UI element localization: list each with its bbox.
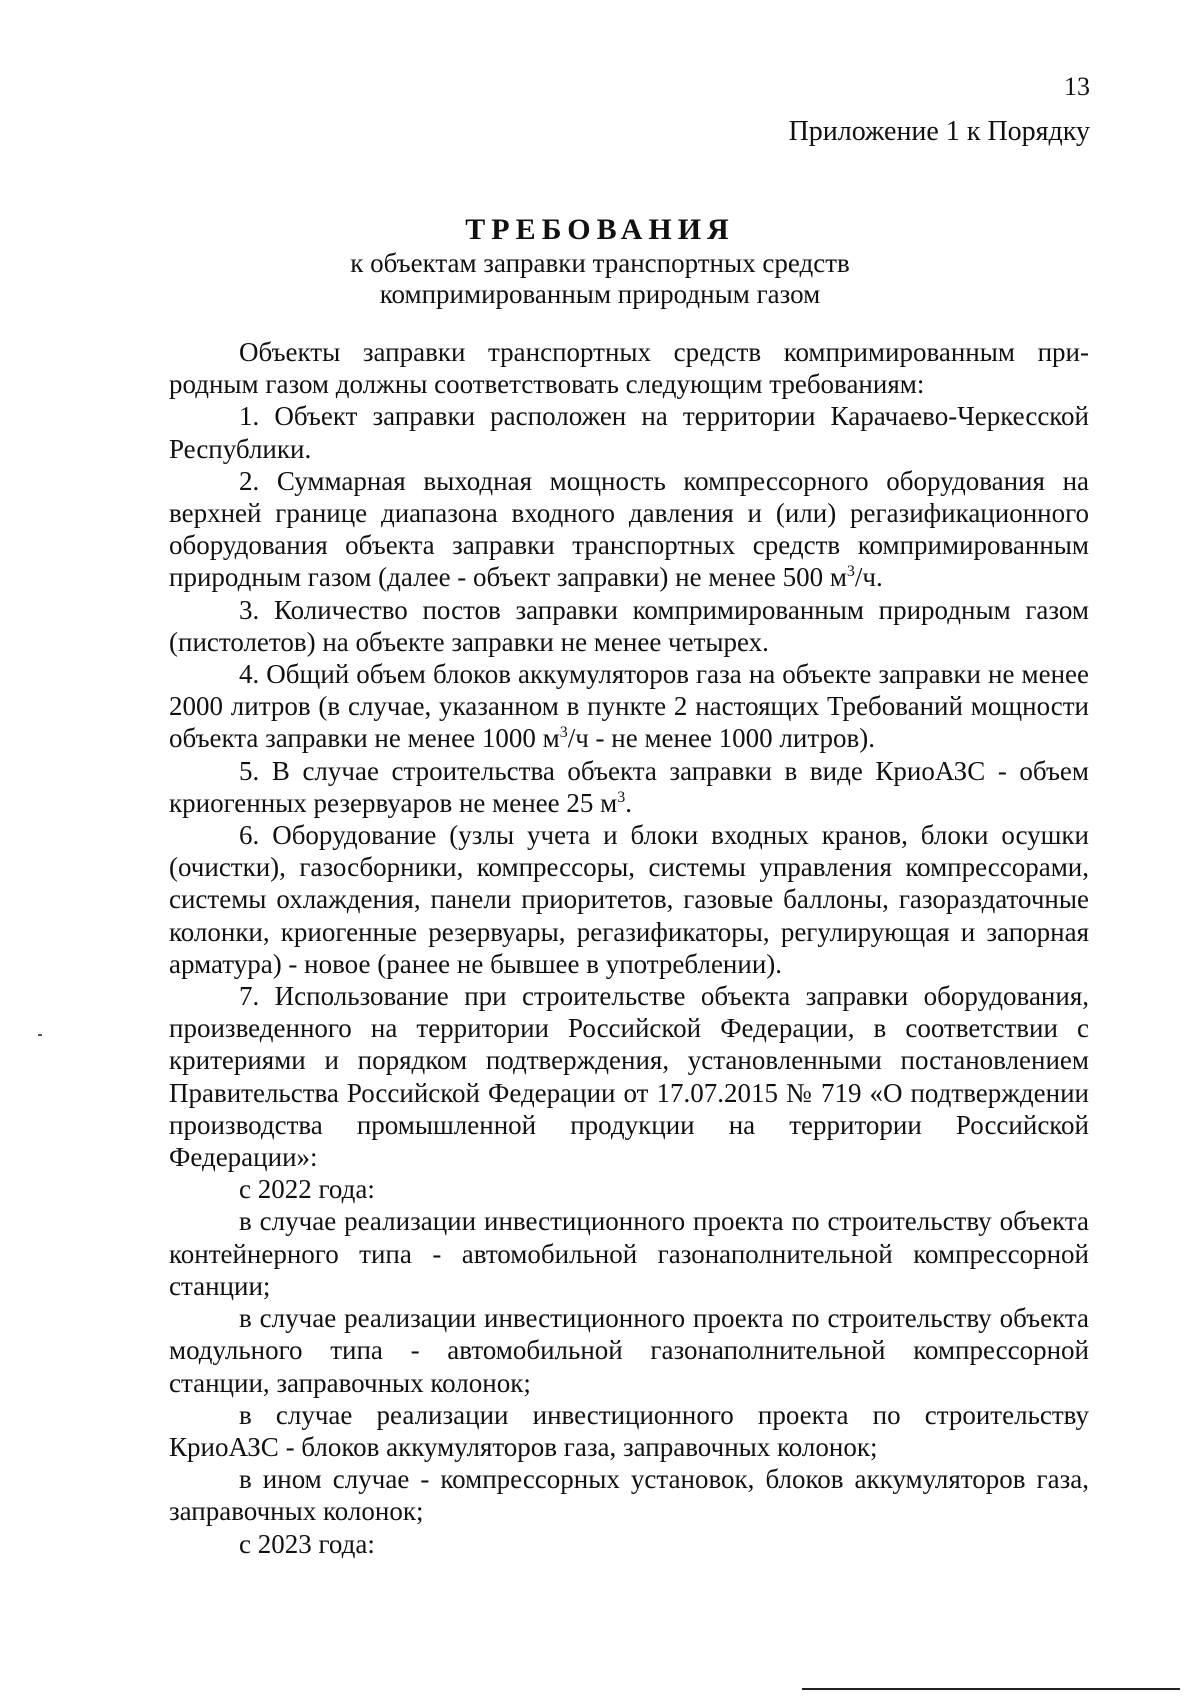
requirement-item-2-text: 2. Суммарная выходная мощность компрессорного оборудования на верхней границе диапазона входного давления и (или) регазификационного оборудования объекта заправки транспортных средств компримированным природным газом (далее - объект заправки) не менее 500 м <box>169 465 1089 593</box>
bottom-rule <box>802 1688 1180 1690</box>
case-other: в ином случае - компрессорных установок, блоков аккумуляторов газа, заправочных колонок; <box>169 1464 1089 1527</box>
document-subtitle-line-2: компримированным природным газом <box>379 279 821 309</box>
case-cryo-station: в случае реализации инвестиционного проекта по строительству КриоАЗС - блоков аккумуляторов газа, заправочных колонок; <box>169 1399 1089 1462</box>
case-modular-type: в случае реализации инвестиционного проекта по строительству объекта модульного типа - автомобильной газонаполнительной компрессорной станции, заправочных колонок; <box>169 1303 1089 1398</box>
cubic-superscript: 3 <box>617 788 626 806</box>
document-title: ТРЕБОВАНИЯ <box>465 213 735 246</box>
requirement-item-2-end: /ч. <box>854 562 883 593</box>
document-subtitle-line-1: к объектам заправки транспортных средств <box>350 248 850 278</box>
case-container-type: в случае реализации инвестиционного проекта по строительству объекта контейнерного типа - автомобильной газонаполнительной компрессорной станции; <box>169 1206 1089 1301</box>
requirement-item-4-text: 4. Общий объем блоков аккумуляторов газа на объекте заправки не менее 2000 литров (в случае, указанном в пункте 2 настоящих Требований мощности объекта заправки не менее 1000 м <box>169 659 1089 754</box>
requirement-item-2 <box>169 465 1089 594</box>
requirement-item-6: 6. Оборудование (узлы учета и блоки входных кранов, блоки осушки (очистки), газосборники, компрессоры, системы управления компрессорами, системы охлаждения, панели приоритетов, газовые баллоны, газораздаточные колонки, криогенные резервуары, регазификаторы, регулирующая и запорная арматура) - новое (ранее не бывшее в употреблении). <box>169 820 1089 979</box>
since-2023-label: с 2023 года: <box>239 1528 375 1559</box>
cubic-superscript: 3 <box>559 724 568 742</box>
page-number: 13 <box>1064 72 1090 101</box>
document-body <box>169 336 1089 1560</box>
cubic-superscript: 3 <box>846 563 855 581</box>
intro-paragraph: Объекты заправки транспортных средств компримированным природным газом должны соответствовать следующим требованиям: <box>169 337 1089 400</box>
requirement-item-4 <box>169 658 1089 755</box>
scan-speck <box>38 1034 42 1036</box>
requirement-item-7: 7. Использование при строительстве объекта заправки оборудования, произведенного на территории Российской Федерации, в соответствии с критериями и порядком подтверждения, установленными постановлением Правительства Российской Федерации от 17.07.2015 № 719 «О подтверждении производства промышленной продукции на территории Российской Федерации»: <box>169 981 1089 1173</box>
document-heading <box>0 212 1200 310</box>
requirement-item-5-text: 5. В случае строительства объекта заправки в виде КриоАЗС - объем криогенных резервуаров не менее 25 м <box>169 755 1089 818</box>
requirement-item-1: 1. Объект заправки расположен на территории Карачаево-Черкесской Республики. <box>169 401 1089 464</box>
requirement-item-3: 3. Количество постов заправки компримированным природным газом (пистолетов) на объекте заправки не менее четырех. <box>169 594 1089 657</box>
requirement-item-4-end: /ч - не менее 1000 литров). <box>567 723 875 754</box>
requirement-item-5 <box>169 755 1089 819</box>
since-2022-label: с 2022 года: <box>239 1174 375 1205</box>
appendix-label: Приложение 1 к Порядку <box>788 116 1090 147</box>
requirement-item-5-end: . <box>625 787 632 818</box>
